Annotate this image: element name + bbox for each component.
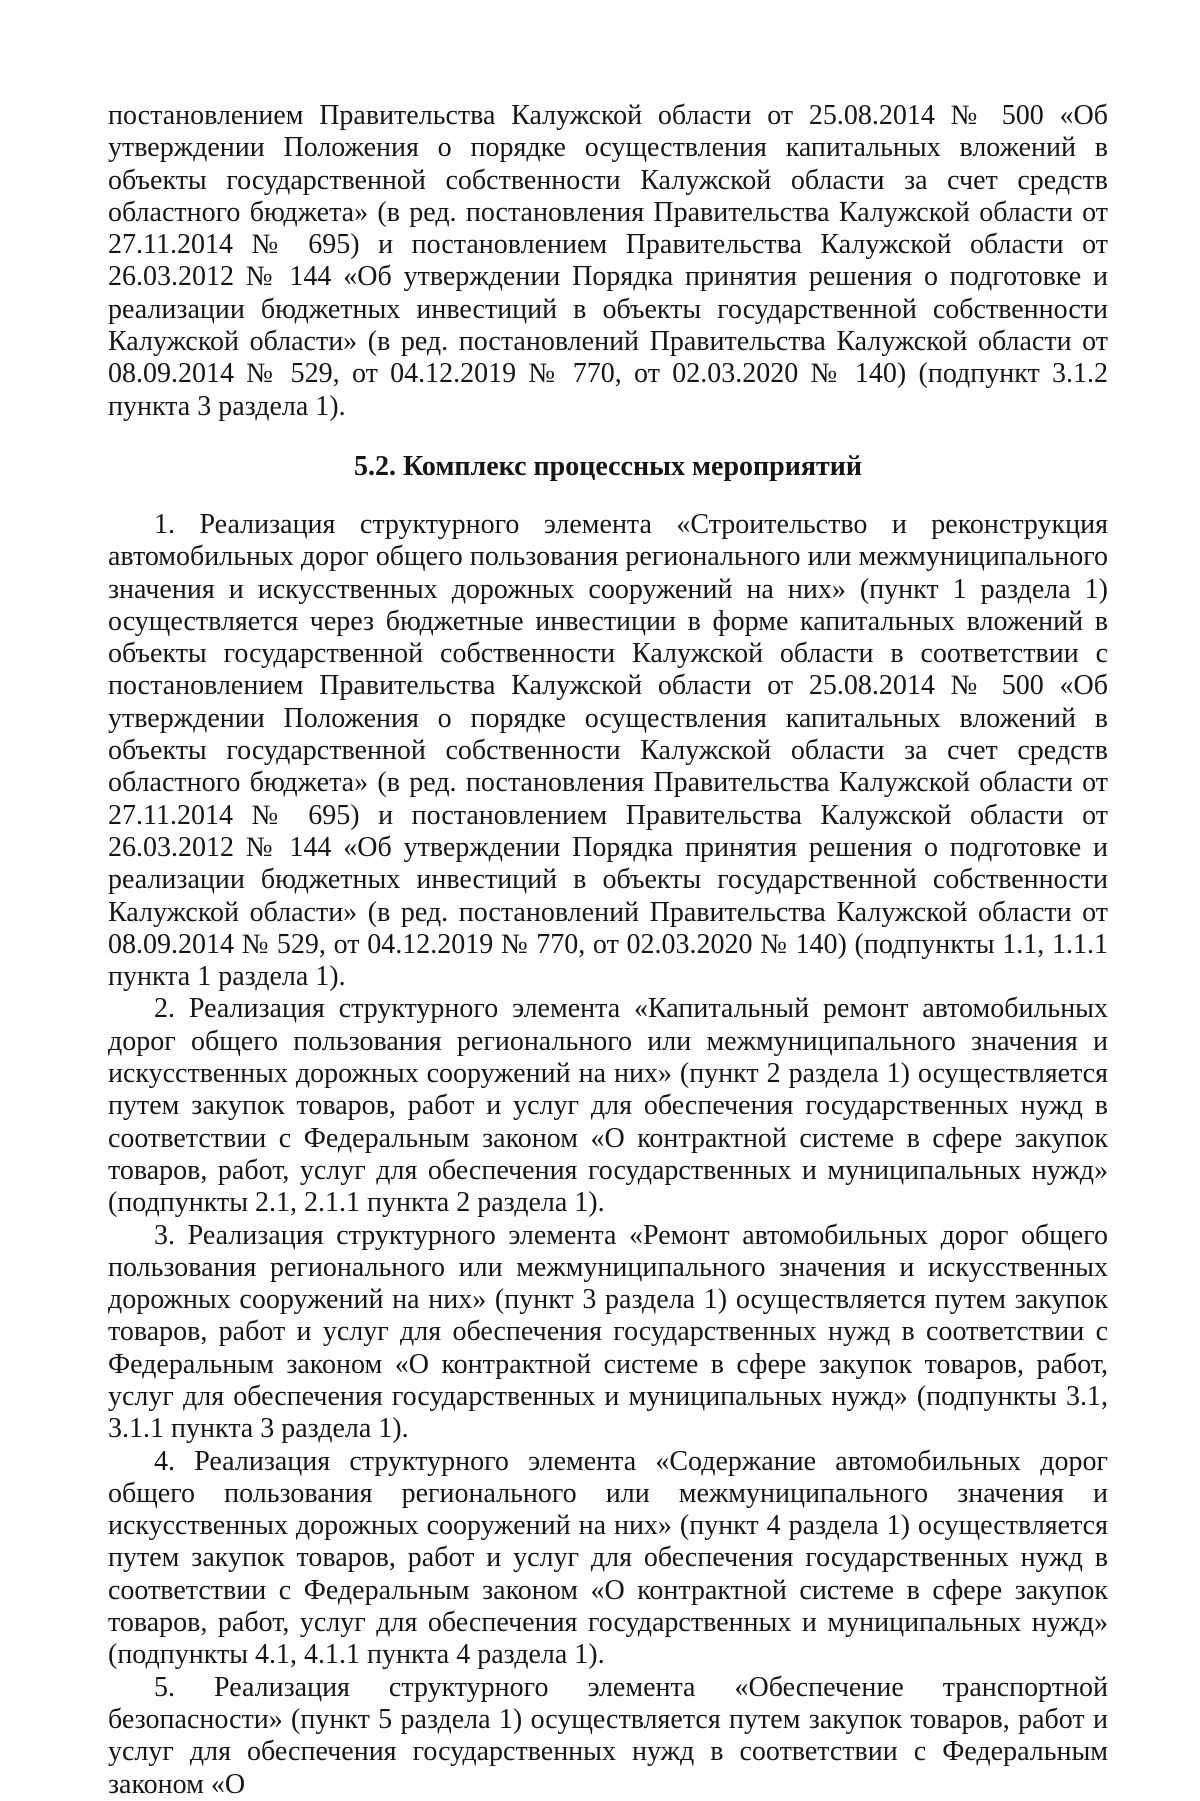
- document-page: [108, 100, 1108, 1801]
- paragraph-item-2: 2. Реализация структурного элемента «Капитальный ремонт автомобильных дорог общего пользования регионального или межмуниципального значения и искусственных дорожных сооружений на них» (пункт 2 раздела 1) осуществляется путем закупок товаров, работ и услуг для обеспечения государственных нужд в соответствии с Федеральным законом «О контрактной системе в сфере закупок товаров, работ, услуг для обеспечения государственных и муниципальных нужд» (подпункты 2.1, 2.1.1 пункта 2 раздела 1).: [108, 993, 1108, 1219]
- paragraph-item-5: 5. Реализация структурного элемента «Обеспечение транспортной безопасности» (пункт 5 раздела 1) осуществляется путем закупок товаров, работ и услуг для обеспечения государственных нужд в соответствии с Федеральным законом «О: [108, 1671, 1108, 1800]
- paragraph-item-4: 4. Реализация структурного элемента «Содержание автомобильных дорог общего пользования регионального или межмуниципального значения и искусственных дорожных сооружений на них» (пункт 4 раздела 1) осуществляется путем закупок товаров, работ и услуг для обеспечения государственных нужд в соответствии с Федеральным законом «О контрактной системе в сфере закупок товаров, работ, услуг для обеспечения государственных и муниципальных нужд» (подпункты 4.1, 4.1.1 пункта 4 раздела 1).: [108, 1445, 1108, 1671]
- section-heading: 5.2. Комплекс процессных мероприятий: [353, 450, 863, 482]
- continuation-paragraph: постановлением Правительства Калужской области от 25.08.2014 № 500 «Об утверждении Положения о порядке осуществления капитальных вложений в объекты государственной собственности Калужской области за счет средств областного бюджета» (в ред. постановления Правительства Калужской области от 27.11.2014 № 695) и постановлением Правительства Калужской области от 26.03.2012 № 144 «Об утверждении Порядка принятия решения о подготовке и реализации бюджетных инвестиций в объекты государственной собственности Калужской области» (в ред. постановлений Правительства Калужской области от 08.09.2014 № 529, от 04.12.2019 № 770, от 02.03.2020 № 140) (подпункт 3.1.2 пункта 3 раздела 1).: [108, 100, 1108, 422]
- paragraph-item-1: 1. Реализация структурного элемента «Строительство и реконструкция автомобильных дорог общего пользования регионального или межмуниципального значения и искусственных дорожных сооружений на них» (пункт 1 раздела 1) осуществляется через бюджетные инвестиции в форме капитальных вложений в объекты государственной собственности Калужской области в соответствии с постановлением Правительства Калужской области от 25.08.2014 № 500 «Об утверждении Положения о порядке осуществления капитальных вложений в объекты государственной собственности Калужской области за счет средств областного бюджета» (в ред. постановления Правительства Калужской области от 27.11.2014 № 695) и постановлением Правительства Калужской области от 26.03.2012 № 144 «Об утверждении Порядка принятия решения о подготовке и реализации бюджетных инвестиций в объекты государственной собственности Калужской области» (в ред. постановлений Правительства Калужской области от 08.09.2014 № 529, от 04.12.2019 № 770, от 02.03.2020 № 140) (подпункты 1.1, 1.1.1 пункта 1 раздела 1).: [108, 508, 1108, 993]
- paragraph-item-3: 3. Реализация структурного элемента «Ремонт автомобильных дорог общего пользования регионального или межмуниципального значения и искусственных дорожных сооружений на них» (пункт 3 раздела 1) осуществляется путем закупок товаров, работ и услуг для обеспечения государственных нужд в соответствии с Федеральным законом «О контрактной системе в сфере закупок товаров, работ, услуг для обеспечения государственных и муниципальных нужд» (подпункты 3.1, 3.1.1 пункта 3 раздела 1).: [108, 1219, 1108, 1445]
